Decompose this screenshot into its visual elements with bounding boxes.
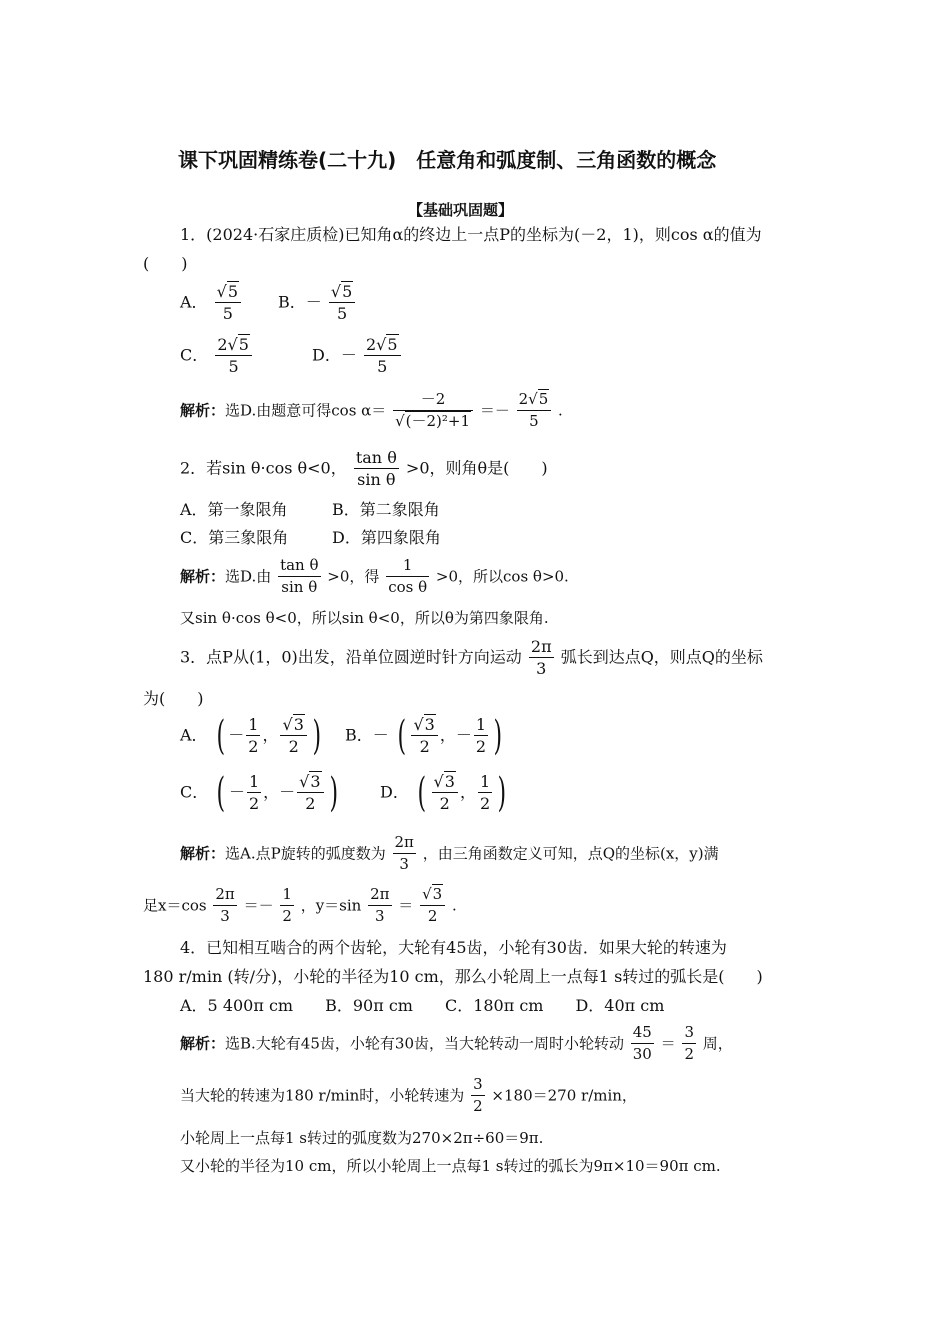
q2-solution: 解析：选D.由 $\frac{\text{tan θ}}{\text{sin θ}}$ >0，得 $\frac{1}{\text{cos θ}}$ >0，所以cos θ>0. <box>180 556 569 596</box>
q2-option-d: D．第四象限角 <box>332 528 441 547</box>
q2-option-b: B．第二象限角 <box>332 500 440 519</box>
q1-stem: 1．(2024·石家庄质检)已知角α的终边上一点P的坐标为(－2，1)，则cos α的值为 <box>180 225 762 244</box>
q3-solution: 解析：选A.点P旋转的弧度数为 $\frac{2\pi}{3}$ ，由三角函数定义可知，点Q的坐标(x，y)满 <box>180 833 719 873</box>
q1-option-c: C． $\frac{2√5}{5}$ <box>180 335 254 376</box>
q3-stem-line2: 为( ) <box>143 689 204 708</box>
q2-stem: 2．若sin θ·cos θ<0， $\frac{\text{tan θ}}{\text{sin θ}}$ >0，则角θ是( ) <box>180 448 548 489</box>
section-heading: 【基础巩固题】 <box>408 201 514 219</box>
q1-answer-paren: ( ) <box>143 254 188 273</box>
q1-option-a: A． $\frac{√5}{5}$ <box>180 282 243 323</box>
q4-solution-line4: 又小轮的半径为10 cm，所以小轮周上一点每1 s转过的弧长为9π×10＝90π cm. <box>180 1157 721 1175</box>
q2-solution-line2: 又sin θ·cos θ<0，所以sin θ<0，所以θ为第四象限角. <box>180 609 549 627</box>
q2-option-c: C．第三象限角 <box>180 528 289 547</box>
page-title: 课下巩固精练卷(二十九) 任意角和弧度制、三角函数的概念 <box>178 148 717 172</box>
q4-solution-line2: 当大轮的转速为180 r/min时，小轮转速为 $\frac{3}{2}$ ×180＝270 r/min， <box>180 1075 637 1115</box>
q1-solution: 解析：选D.由题意可得cos α＝ $\frac{-2}{\text{√(－2)²+1}}$ ＝－ $\frac{2√5}{5}$ . <box>180 390 563 430</box>
q3-option-a: A． ( － $\frac{1}{2}$ ， $\frac{√3}{2}$ ) <box>180 712 321 759</box>
q4-stem-line2: 180 r/min (转/分)，小轮的半径为10 cm，那么小轮周上一点每1 s转过的弧长是( ) <box>143 967 763 986</box>
q2-option-a: A．第一象限角 <box>180 500 288 519</box>
q4-solution-line3: 小轮周上一点每1 s转过的弧度数为270×2π÷60＝9π. <box>180 1129 544 1147</box>
q3-option-b: B．－ ( $\frac{√3}{2}$ ，－ $\frac{1}{2}$ ) <box>345 712 503 759</box>
q3-stem: 3．点P从(1，0)出发，沿单位圆逆时针方向运动 $\frac{2\pi}{3}$ 弧长到达点Q，则点Q的坐标 <box>180 637 763 678</box>
q3-solution-line2: 足x＝cos $\frac{2\pi}{3}$ ＝－ $\frac{1}{2}$ ，y＝sin $\frac{2\pi}{3}$ ＝ $\frac{√3}{2}$ . <box>143 885 457 925</box>
q1-option-b: B．－ $\frac{√5}{5}$ <box>278 282 357 323</box>
q1-option-d: D．－ $\frac{2√5}{5}$ <box>312 335 403 376</box>
q3-option-c: C． ( － $\frac{1}{2}$ ，－ $\frac{√3}{2}$ ) <box>180 769 338 816</box>
q3-option-d: D． ( $\frac{√3}{2}$ ， $\frac{1}{2}$ ) <box>380 769 507 816</box>
q4-solution: 解析：选B.大轮有45齿，小轮有30齿，当大轮转动一周时小轮转动 $\frac{45}{30}$ ＝ $\frac{3}{2}$ 周， <box>180 1023 733 1063</box>
q4-stem-line1: 4．已知相互啮合的两个齿轮，大轮有45齿，小轮有30齿．如果大轮的转速为 <box>180 938 727 957</box>
q4-options: A．5 400π cm B．90π cm C．180π cm D．40π cm <box>180 996 665 1015</box>
